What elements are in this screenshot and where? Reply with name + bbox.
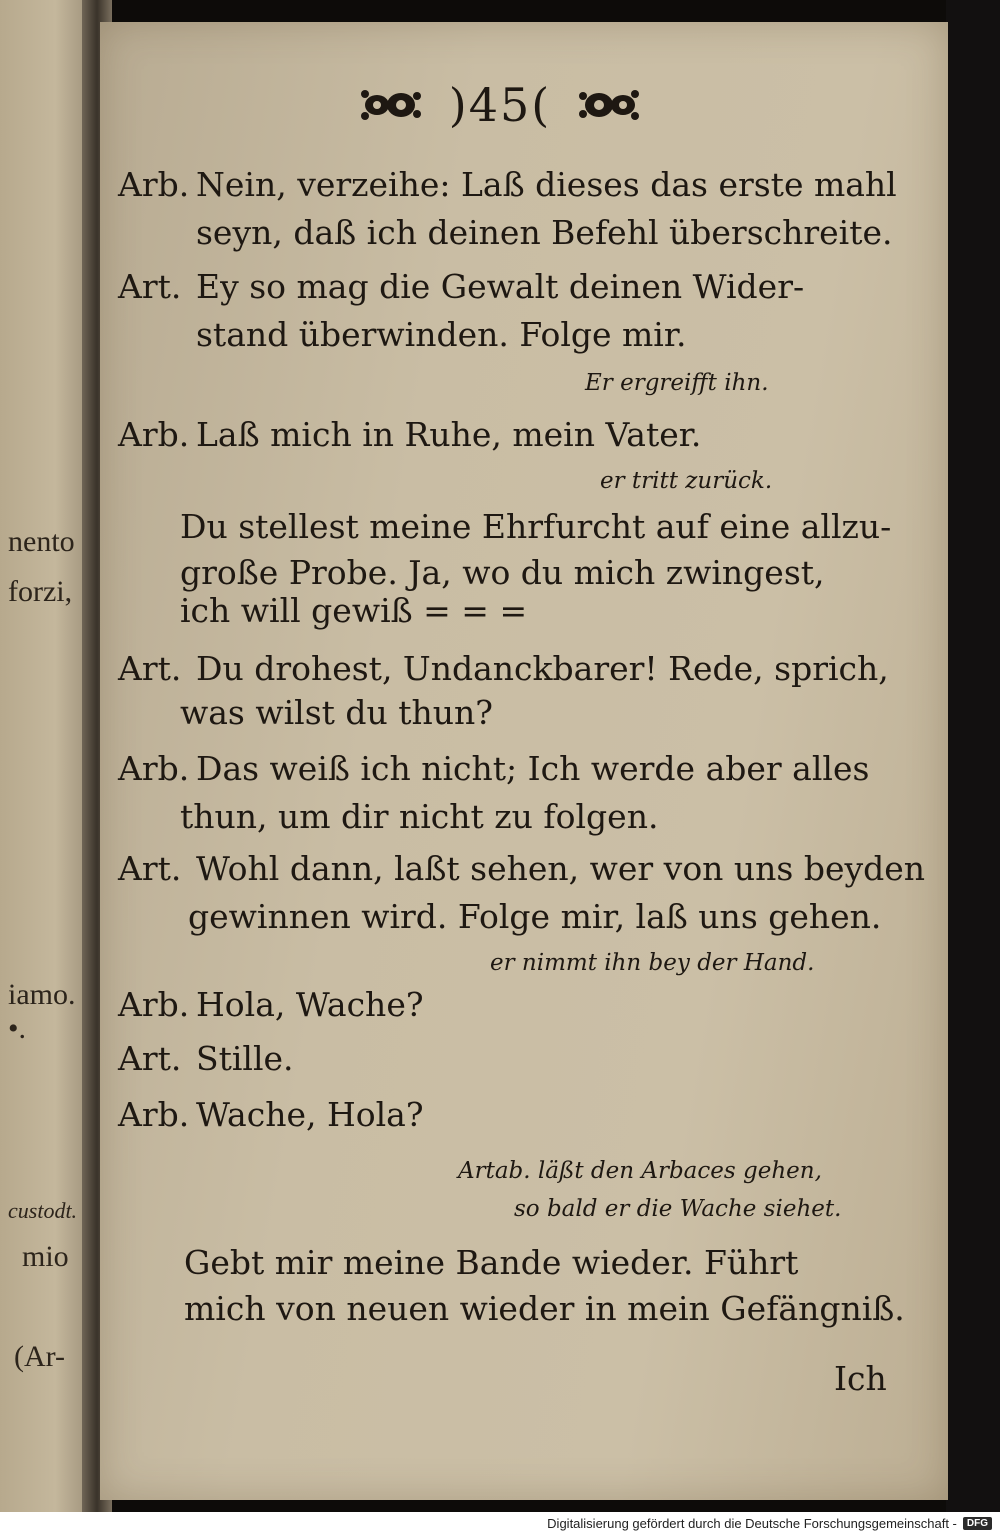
line-text: gewinnen wird. Folge mir, laß uns gehen. bbox=[188, 897, 882, 936]
line-text: er tritt zurück. bbox=[600, 468, 773, 494]
left-page-line: custodt. bbox=[8, 1198, 78, 1223]
stage-direction bbox=[490, 952, 814, 975]
text-line bbox=[118, 649, 889, 688]
left-page-line: (Ar- bbox=[14, 1340, 66, 1373]
stage-direction bbox=[585, 372, 769, 395]
text-line bbox=[184, 1243, 799, 1282]
text-line bbox=[180, 693, 493, 732]
stage-direction bbox=[458, 1160, 822, 1183]
line-text: Nein, verzeihe: Laß dieses das erste mahl bbox=[196, 165, 897, 204]
line-text: was wilst du thun? bbox=[180, 693, 493, 732]
text-line bbox=[118, 1039, 294, 1078]
left-page-line: •. bbox=[8, 1012, 27, 1045]
left-page-fragment bbox=[0, 0, 92, 1512]
line-text: er nimmt ihn bey der Hand. bbox=[490, 950, 815, 976]
line-text: ich will gewiß = = = bbox=[180, 591, 528, 630]
line-text: thun, um dir nicht zu folgen. bbox=[180, 797, 659, 836]
catchword bbox=[834, 1359, 887, 1398]
text-line bbox=[180, 797, 659, 836]
left-page-line: mio bbox=[22, 1240, 69, 1273]
line-text: Er ergreifft ihn. bbox=[585, 370, 769, 396]
footer-bar bbox=[0, 1512, 1000, 1534]
speaker-label: Arb. bbox=[118, 749, 190, 788]
text-line bbox=[118, 415, 702, 454]
text-line bbox=[118, 985, 424, 1024]
dfg-logo: DFG bbox=[963, 1517, 992, 1530]
text-line bbox=[180, 507, 892, 546]
right-ornament-icon bbox=[573, 82, 643, 128]
speaker-label: Arb. bbox=[118, 415, 190, 454]
text-line bbox=[184, 1289, 905, 1328]
speaker-label: Arb. bbox=[118, 1095, 190, 1134]
left-ornament-icon bbox=[357, 82, 427, 128]
line-text: Wohl dann, laßt sehen, wer von uns beyden bbox=[196, 849, 926, 888]
text-line bbox=[118, 849, 926, 888]
line-text: Wache, Hola? bbox=[196, 1095, 424, 1134]
line-text: große Probe. Ja, wo du mich zwingest, bbox=[180, 553, 825, 592]
line-text: mich von neuen wieder in mein Gefängniß. bbox=[184, 1289, 905, 1328]
speaker-label: Art. bbox=[118, 267, 182, 306]
line-text: Das weiß ich nicht; Ich werde aber alles bbox=[196, 749, 870, 788]
speaker-label: Art. bbox=[118, 649, 182, 688]
text-line bbox=[118, 1095, 424, 1134]
stage-direction bbox=[600, 470, 772, 493]
line-text: Gebt mir meine Bande wieder. Führt bbox=[184, 1243, 799, 1282]
line-text: seyn, daß ich deinen Befehl überschreite. bbox=[196, 213, 893, 252]
speaker-label: Arb. bbox=[118, 985, 190, 1024]
scan-background bbox=[946, 0, 1000, 1512]
text-line bbox=[180, 553, 825, 592]
page-header bbox=[320, 70, 680, 140]
stage-direction bbox=[514, 1198, 841, 1221]
footer-credit: Digitalisierung gefördert durch die Deutsche Forschungsgemeinschaft - bbox=[547, 1515, 957, 1531]
speaker-label: Arb. bbox=[118, 165, 190, 204]
left-page-line: forzi, bbox=[8, 575, 73, 608]
line-text: Ich bbox=[834, 1359, 887, 1398]
line-text: Hola, Wache? bbox=[196, 985, 424, 1024]
speaker-label: Art. bbox=[118, 1039, 182, 1078]
text-line bbox=[118, 165, 897, 204]
text-line bbox=[196, 315, 687, 354]
text-line bbox=[188, 897, 882, 936]
text-line bbox=[118, 749, 870, 788]
line-text: stand überwinden. Folge mir. bbox=[196, 315, 687, 354]
line-text: Du drohest, Undanckbarer! Rede, sprich, bbox=[196, 649, 889, 688]
text-line bbox=[196, 213, 893, 252]
line-text: Ey so mag die Gewalt deinen Wider- bbox=[196, 267, 805, 306]
speaker-label: Art. bbox=[118, 849, 182, 888]
page-number: )45( bbox=[448, 78, 552, 132]
line-text: Stille. bbox=[196, 1039, 294, 1078]
line-text: so bald er die Wache siehet. bbox=[514, 1196, 842, 1222]
left-page-line: nento bbox=[8, 525, 75, 558]
left-page-line: iamo. bbox=[8, 978, 76, 1011]
line-text: Du stellest meine Ehrfurcht auf eine allzu- bbox=[180, 507, 892, 546]
line-text: Laß mich in Ruhe, mein Vater. bbox=[196, 415, 702, 454]
line-text: Artab. läßt den Arbaces gehen, bbox=[458, 1158, 822, 1184]
text-line bbox=[180, 591, 528, 630]
text-line bbox=[118, 267, 805, 306]
